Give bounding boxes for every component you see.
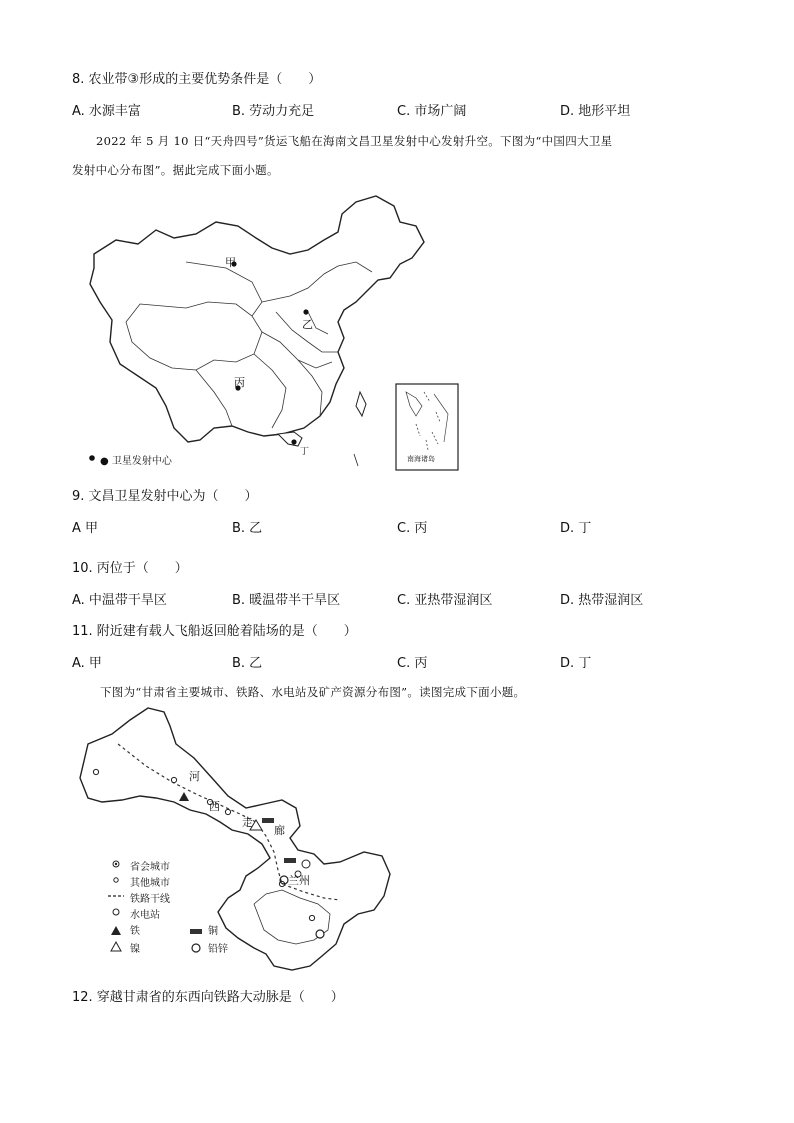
question-9-option-b: B. 乙 xyxy=(232,521,263,536)
legend-lead-zinc: 铅锌 xyxy=(208,944,228,955)
china-outline-svg xyxy=(76,192,476,474)
question-11-stem: 11. 附近建有载人飞船返回舱着陆场的是（ ） xyxy=(72,624,357,639)
inset-label: 南海诸岛 xyxy=(407,455,435,463)
question-10-option-b: B. 暖温带半干旱区 xyxy=(232,593,341,608)
map-label-jia: 甲 xyxy=(225,256,236,269)
question-8-option-d: D. 地形平坦 xyxy=(560,104,631,119)
question-11-option-c: C. 丙 xyxy=(397,656,428,671)
question-8-option-c: C. 市场广阔 xyxy=(397,104,467,119)
map-label-lang: 廊 xyxy=(274,824,285,837)
legend-hydropower: 水电站 xyxy=(130,910,160,921)
legend-copper: 铜 xyxy=(208,926,218,937)
question-9-stem: 9. 文昌卫星发射中心为（ ） xyxy=(72,489,258,504)
map-label-xi: 西 xyxy=(209,800,220,813)
question-9-option-d: D. 丁 xyxy=(560,521,592,536)
question-11-option-a: A. 甲 xyxy=(72,656,102,671)
gansu-outline-svg xyxy=(78,704,398,976)
legend-iron: 铁 xyxy=(130,926,140,937)
map-1-legend: ● 卫星发射中心 xyxy=(100,456,172,467)
question-9-option-a: A 甲 xyxy=(72,521,99,536)
map-label-ding: 丁 xyxy=(300,447,310,457)
legend-capital-city: 省会城市 xyxy=(130,862,170,873)
question-10-option-a: A. 中温带干旱区 xyxy=(72,593,167,608)
map-label-he: 河 xyxy=(189,770,200,783)
map-label-zou: 走 xyxy=(242,816,253,829)
question-12-stem: 12. 穿越甘肃省的东西向铁路大动脉是（ ） xyxy=(72,990,344,1005)
legend-railway: 铁路干线 xyxy=(130,894,170,905)
question-8-option-b: B. 劳动力充足 xyxy=(232,104,315,119)
question-10-stem: 10. 丙位于（ ） xyxy=(72,561,188,576)
question-10-option-d: D. 热带湿润区 xyxy=(560,593,644,608)
question-9-option-c: C. 丙 xyxy=(397,521,428,536)
map-label-bing: 丙 xyxy=(234,376,245,389)
question-10-option-c: C. 亚热带湿润区 xyxy=(397,593,493,608)
passage-1-line-1: 2022 年 5 月 10 日“天舟四号”货运飞船在海南文昌卫星发射中心发射升空。下图为“中国四大卫星 xyxy=(96,134,613,148)
passage-1-line-2: 发射中心分布图”。据此完成下面小题。 xyxy=(72,163,279,177)
gansu-map xyxy=(78,704,398,976)
map-label-yi: 乙 xyxy=(302,318,313,331)
passage-2-line-1: 下图为“甘肃省主要城市、铁路、水电站及矿产资源分布图”。读图完成下面小题。 xyxy=(100,685,526,699)
question-8-stem: 8. 农业带③形成的主要优势条件是（ ） xyxy=(72,72,322,87)
china-launch-site-map xyxy=(76,192,476,474)
legend-other-city: 其他城市 xyxy=(130,878,170,889)
legend-nickel: 镍 xyxy=(130,944,140,955)
question-8-option-a: A. 水源丰富 xyxy=(72,104,141,119)
map-label-lanzhou: 兰州 xyxy=(288,874,310,887)
question-11-option-b: B. 乙 xyxy=(232,656,263,671)
question-11-option-d: D. 丁 xyxy=(560,656,592,671)
